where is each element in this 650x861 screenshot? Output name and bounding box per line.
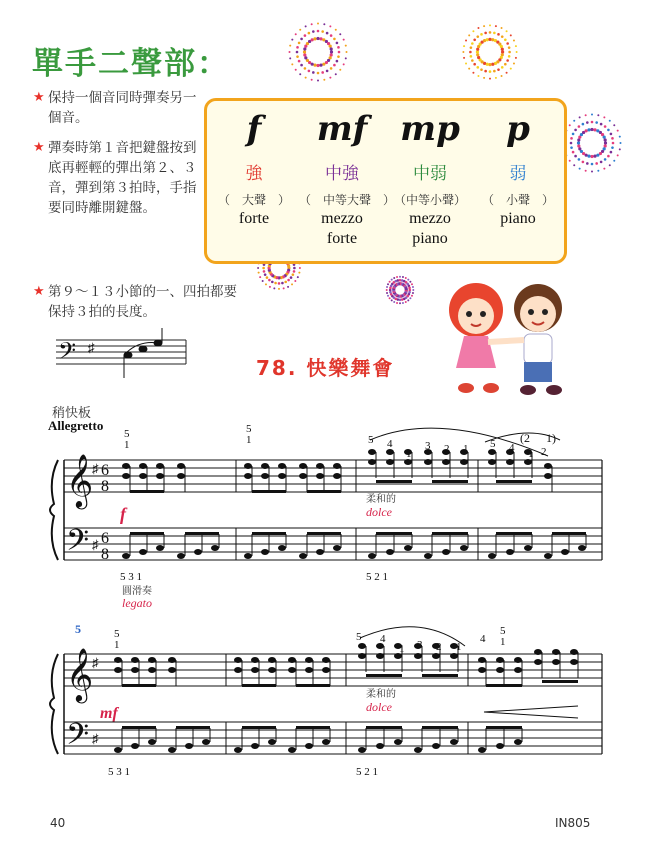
fingering: 5 1 <box>124 428 130 451</box>
note-head <box>194 549 202 555</box>
note-head <box>544 553 552 559</box>
note-head <box>358 643 366 649</box>
fingering: 5 1 <box>500 625 506 648</box>
note-head <box>404 545 412 551</box>
dynamic-en-1: mezzo <box>409 210 451 227</box>
bass-clef-icon: 𝄢 <box>66 524 90 564</box>
fingering: (2 <box>520 431 530 445</box>
note-head <box>488 459 496 465</box>
beam <box>242 684 276 687</box>
note-head <box>148 667 156 673</box>
fingering: 5 3 1 <box>108 766 130 778</box>
sharp-icon: ♯ <box>92 731 99 746</box>
dynamic-en-2: piano <box>412 230 448 247</box>
fingering: 5 3 1 <box>120 571 142 583</box>
note-head <box>148 739 156 745</box>
fingering: 1 <box>528 448 534 460</box>
note-head <box>514 657 522 663</box>
note-head <box>122 463 130 469</box>
fingering: 5 2 1 <box>366 571 388 583</box>
note-head <box>131 743 139 749</box>
note-head <box>386 549 394 555</box>
note-head <box>358 747 366 753</box>
note-head <box>496 667 504 673</box>
note-head <box>148 657 156 663</box>
note-head <box>305 667 313 673</box>
note-head <box>424 459 432 465</box>
dynamic-mf-mark: mf <box>100 705 118 722</box>
note-head <box>450 653 458 659</box>
note-head <box>305 657 313 663</box>
bass-clef-icon: 𝄢 <box>58 339 77 370</box>
beam <box>242 726 276 729</box>
note-head <box>251 657 259 663</box>
beam <box>486 726 522 729</box>
note-head <box>288 657 296 663</box>
note-head <box>299 473 307 479</box>
beam <box>432 480 468 483</box>
note-head <box>460 459 468 465</box>
note-head <box>386 459 394 465</box>
beam <box>252 490 286 493</box>
note-head <box>488 553 496 559</box>
note-head <box>442 459 450 465</box>
note-head <box>177 473 185 479</box>
note-head <box>251 667 259 673</box>
measure-number: 5 <box>75 622 81 636</box>
note-head <box>561 549 569 555</box>
note-3-text: 第９～１３小節的一、四拍都要保持３拍的長度。 <box>48 284 237 320</box>
dynamic-paren: （中等小聲） <box>393 193 466 207</box>
note-head <box>156 545 164 551</box>
fingering: 1) <box>546 431 556 445</box>
brace-icon <box>50 460 58 560</box>
fingering: 5 1 <box>246 423 252 446</box>
note-head <box>177 553 185 559</box>
note-head <box>305 743 313 749</box>
dynamic-paren: （ 小聲 ） <box>481 193 554 207</box>
note-head <box>139 549 147 555</box>
note-head <box>261 463 269 469</box>
note-head <box>544 463 552 469</box>
beam <box>296 726 330 729</box>
fingering: 2 <box>541 446 547 458</box>
note-head <box>261 549 269 555</box>
bass-clef-icon: 𝄢 <box>66 718 90 758</box>
note-head <box>376 743 384 749</box>
note-head <box>278 473 286 479</box>
dynamic-zh: 弱 <box>509 164 527 184</box>
note-head <box>424 553 432 559</box>
note-head <box>506 549 514 555</box>
time-signature-bottom: 8 <box>101 546 109 563</box>
dynamic-en-1: mezzo <box>321 210 363 227</box>
beam <box>376 480 412 483</box>
sharp-icon: ♯ <box>92 461 99 476</box>
star-icon: ★ <box>33 140 45 155</box>
fingering: 4 <box>387 438 393 450</box>
dolce-zh-1: 柔和的 <box>366 494 396 505</box>
dynamic-paren: （ 大聲 ） <box>217 193 290 207</box>
sharp-icon: ♯ <box>92 537 99 552</box>
beam <box>376 532 412 535</box>
dynamic-en-2: forte <box>326 230 358 247</box>
note-head <box>168 667 176 673</box>
brace-icon <box>50 654 58 754</box>
beam <box>496 532 532 535</box>
tempo-en: Allegretto <box>48 418 104 433</box>
note-head <box>299 553 307 559</box>
note-head <box>394 739 402 745</box>
book-code: IN805 <box>555 816 591 830</box>
note-head <box>358 653 366 659</box>
note-head <box>177 463 185 469</box>
dynamic-symbol: f <box>246 109 262 149</box>
dynamic-en-1: forte <box>238 210 270 227</box>
beam <box>422 726 458 729</box>
note-head <box>322 739 330 745</box>
note-head <box>244 463 252 469</box>
dolce-zh-2: 柔和的 <box>366 689 396 700</box>
tempo-zh: 稍快板 <box>52 406 92 421</box>
note-head <box>261 473 269 479</box>
beam <box>185 532 219 535</box>
note-head <box>139 473 147 479</box>
fingering: 2 <box>436 641 442 653</box>
note-head <box>432 653 440 659</box>
note-head <box>168 657 176 663</box>
sharp-icon: ♯ <box>88 340 95 355</box>
fingering: 4 <box>380 633 386 645</box>
note-head <box>368 449 376 455</box>
dynamic-zh: 強 <box>245 164 263 184</box>
note-head <box>268 657 276 663</box>
fingering: 5 2 1 <box>356 766 378 778</box>
note-head <box>544 473 552 479</box>
beam <box>122 684 156 687</box>
beam <box>122 726 156 729</box>
page-number: 40 <box>50 816 66 830</box>
beam <box>307 490 341 493</box>
note-head <box>268 667 276 673</box>
note-head <box>478 667 486 673</box>
fingering: 5 <box>356 631 362 643</box>
note-head <box>478 657 486 663</box>
note-head <box>211 545 219 551</box>
note-head <box>202 739 210 745</box>
treble-clef-icon: 𝄞 <box>66 455 94 506</box>
note-head <box>478 747 486 753</box>
slur <box>360 627 465 646</box>
note-head <box>168 747 176 753</box>
beam <box>252 532 286 535</box>
note-head <box>514 739 522 745</box>
fingering: 1 <box>406 448 412 460</box>
page-title: 單手二聲部： <box>32 46 230 82</box>
treble-clef-icon: 𝄞 <box>66 649 94 700</box>
dynamic-zh: 中弱 <box>413 164 447 184</box>
note-head <box>496 743 504 749</box>
note-head <box>234 657 242 663</box>
dolce-2: dolce <box>366 700 392 714</box>
note-head <box>578 545 586 551</box>
dynamic-zh: 中強 <box>325 164 359 184</box>
note-head <box>288 747 296 753</box>
note-head <box>278 545 286 551</box>
note-head <box>299 463 307 469</box>
note-head <box>322 667 330 673</box>
note-head <box>114 657 122 663</box>
note-head <box>552 649 560 655</box>
note-head <box>534 649 542 655</box>
fingering: 1 <box>463 443 469 455</box>
beam <box>296 684 330 687</box>
note-head <box>496 657 504 663</box>
note-head <box>450 739 458 745</box>
beam <box>552 532 586 535</box>
note-head <box>414 653 422 659</box>
note-head <box>316 473 324 479</box>
beam <box>366 674 402 677</box>
note-head <box>460 545 468 551</box>
note-head <box>156 473 164 479</box>
note-head <box>131 667 139 673</box>
note-head <box>524 545 532 551</box>
note-head <box>251 743 259 749</box>
note-head <box>432 743 440 749</box>
note-head <box>442 549 450 555</box>
note-head <box>316 549 324 555</box>
note-head <box>122 473 130 479</box>
note-head <box>534 659 542 665</box>
note-head <box>122 553 130 559</box>
dynamic-en-1: piano <box>500 210 536 227</box>
fingering: 5 <box>368 434 374 446</box>
beam <box>130 490 164 493</box>
note-2-text: 彈奏時第１音把鍵盤按到底再輕輕的彈出第２、３音，彈到第３拍時，手指要同時離開鍵盤。 <box>48 140 197 216</box>
note-head <box>333 463 341 469</box>
note-head <box>288 667 296 673</box>
note-head <box>506 459 514 465</box>
time-signature-top: 6 <box>101 530 109 547</box>
time-signature-top: 6 <box>101 462 109 479</box>
dolce-1: dolce <box>366 505 392 519</box>
beam <box>176 726 210 729</box>
beam <box>366 726 402 729</box>
beam <box>432 532 468 535</box>
note-1-text: 保持一個音同時彈奏另一個音。 <box>48 90 197 126</box>
dynamic-symbol: mp <box>400 109 460 149</box>
note-head <box>268 739 276 745</box>
beam <box>486 684 522 687</box>
dynamic-f-mark: f <box>120 504 126 524</box>
legato-zh: 圓滑奏 <box>122 586 152 597</box>
legato: legato <box>122 596 152 610</box>
note-head <box>333 473 341 479</box>
note-head <box>333 545 341 551</box>
dynamic-symbol: mf <box>316 109 368 149</box>
beam <box>130 532 164 535</box>
note-head <box>414 747 422 753</box>
note-head <box>368 553 376 559</box>
star-icon: ★ <box>33 284 45 299</box>
note-head <box>131 657 139 663</box>
note-head <box>376 653 384 659</box>
fingering: 1 <box>456 641 462 653</box>
note-head <box>322 657 330 663</box>
note-head <box>552 659 560 665</box>
beam <box>307 532 341 535</box>
fingering: 4 <box>509 442 515 454</box>
fingering: 3 <box>417 639 423 651</box>
note-head <box>114 747 122 753</box>
note-head <box>514 667 522 673</box>
note-head <box>244 473 252 479</box>
note-head <box>244 553 252 559</box>
time-signature-bottom: 8 <box>101 478 109 495</box>
note-head <box>114 667 122 673</box>
beam <box>496 480 532 483</box>
note-head <box>234 667 242 673</box>
fingering: 4 <box>480 633 486 645</box>
note-head <box>316 463 324 469</box>
note-head <box>570 659 578 665</box>
dynamic-paren: （ 中等大聲 ） <box>299 193 396 207</box>
note-head <box>156 463 164 469</box>
piece-title: 78. 快樂舞會 <box>256 356 395 380</box>
sharp-icon: ♯ <box>92 655 99 670</box>
star-icon: ★ <box>33 90 45 105</box>
note-head <box>368 459 376 465</box>
note-head <box>234 747 242 753</box>
note-head <box>185 743 193 749</box>
fingering: 5 1 <box>114 628 120 651</box>
fingering: 2 <box>444 443 450 455</box>
beam <box>422 674 458 677</box>
dynamic-symbol: p <box>506 109 530 149</box>
note-head <box>570 649 578 655</box>
fingering: 5 <box>490 438 496 450</box>
note-head <box>278 463 286 469</box>
fingering: 1 <box>399 643 405 655</box>
note-head <box>139 463 147 469</box>
fingering: 3 <box>425 440 431 452</box>
decrescendo-hairpin <box>484 706 578 718</box>
beam <box>542 680 578 683</box>
